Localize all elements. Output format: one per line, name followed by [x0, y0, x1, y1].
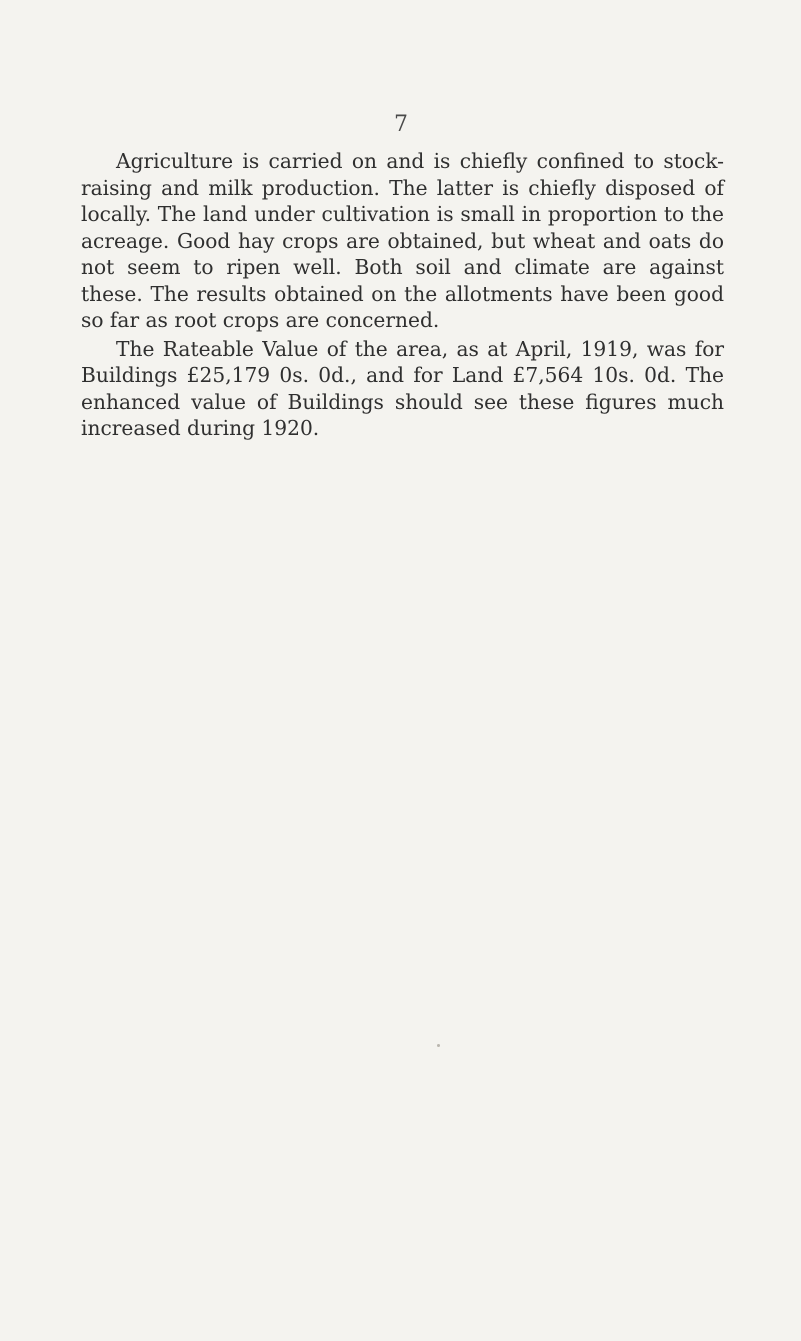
- paper-speck: [437, 1044, 440, 1047]
- paragraph-agriculture: Agriculture is carried on and is chiefly confined to stock-raising and milk production. The latter is chiefly disposed of locally. The land under cultivation is small in proportion to the acreage. Good hay crops are obtained, but wheat and oats do not seem to ripen well. Both soil and climate are against these. The results obtained on the allotments have been good so far as root crops are concerned.: [81, 149, 724, 332]
- page-number: 7: [394, 112, 408, 137]
- body-text: [81, 148, 724, 442]
- paragraph-rateable-value: The Rateable Value of the area, as at April, 1919, was for Buildings £25,179 0s. 0d., and for Land £7,564 10s. 0d. The enhanced value of Buildings should see these figures much increased during 1920.: [81, 336, 724, 440]
